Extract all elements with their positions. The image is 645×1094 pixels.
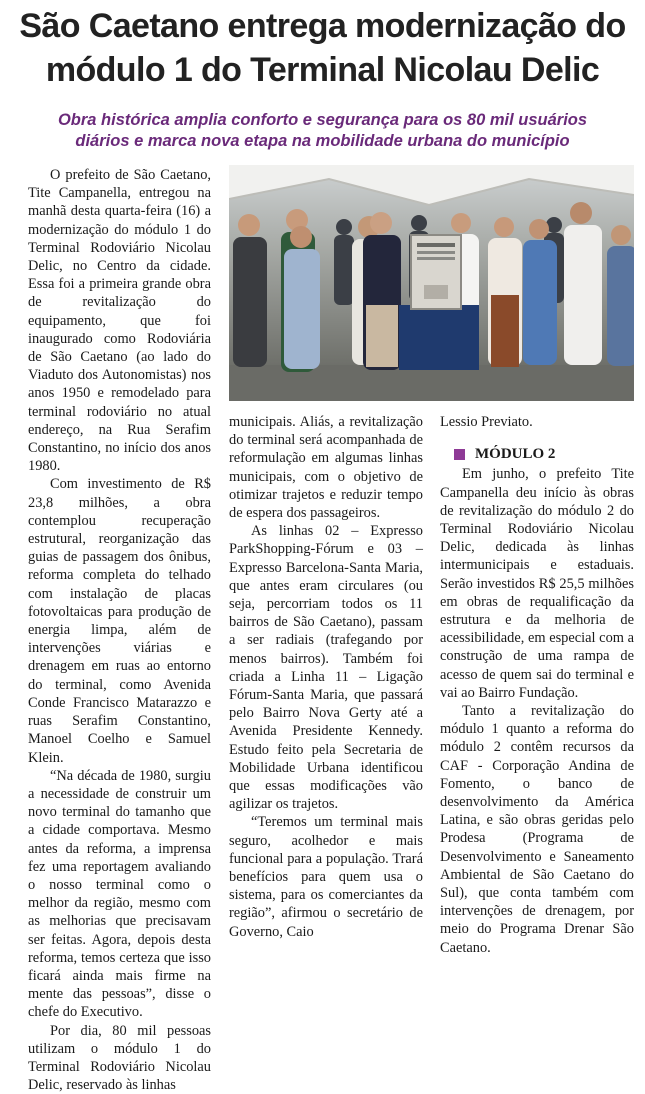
paragraph: “Teremos um terminal mais seguro, acolhedor e mais funcional para a população. Trará benefícios para quem usa o sistema, para os comerciantes da região”, afirmou o secretário de Governo, Caio	[229, 814, 423, 940]
paragraph: Lessio Previato.	[440, 414, 533, 430]
subheadline: Obra histórica amplia conforto e segurança para os 80 mil usuários diários e marca nova etapa na mobilidade urbana do município	[57, 111, 588, 150]
paragraph: municipais. Aliás, a revitalização do terminal será acompanhada de reformulação em algumas linhas municipais, com o objetivo de otimizar trajetos e reduzir tempo de espera dos passageiros.	[229, 414, 423, 522]
paragraph: Tanto a revitalização do módulo 1 quanto a reforma do módulo 2 contêm recursos da CAF - Corporação Andina de Fomento, o banco de desenvolvimento da América Latina, e são obras geridas pelo Prodesa (Programa de Desenvolvimento e Saneamento Ambiental de São Caetano do Sul), que conta também com intervenções de drenagem, por meio do Programa Drenar São Caetano.	[440, 703, 634, 956]
section-heading	[454, 445, 634, 463]
column-1	[28, 166, 211, 1094]
column-2	[229, 413, 423, 941]
column-3	[440, 413, 634, 957]
event-photo-icon	[229, 165, 634, 401]
section-marker-icon	[454, 449, 465, 460]
paragraph: Com investimento de R$ 23,8 milhões, a obra contemplou recuperação estrutural, reorganização das guias de passagem dos ônibus, reforma completa do telhado com instalação de placas fotovoltaicas para produção de energia limpa, além de intervenções viárias e drenagem em ruas ao entorno do terminal, como Avenida Conde Francisco Matarazzo e ruas Serafim Constantino, Manoel Coelho e Samuel Klein.	[28, 476, 211, 766]
paragraph: “Na década de 1980, surgiu a necessidade de construir um novo terminal do tamanho que a cidade comportava. Mesmo antes da reforma, a imprensa fez uma reportagem avaliando o nosso terminal como o melhor da região, mesmo com as melhorias que precisavam ser feitas. Agora, depois desta reforma, temos certeza que isso ficará ainda mais firme na mente das pessoas”, disse o chefe do Executivo.	[28, 767, 211, 1021]
article-photo	[229, 165, 634, 401]
section-title: MÓDULO 2	[475, 446, 556, 463]
paragraph: Em junho, o prefeito Tite Campanella deu início às obras de revitalização do módulo 2 do Terminal Rodoviário Nicolau Delic, dedicada às linhas intermunicipais e estaduais. Serão investidos R$ 25,5 milhões em obras de requalificação da estrutura e da melhoria de acessibilidade, em especial com a construção de uma rampa de acesso de quem sai do terminal e vai ao Bairro Fundação.	[440, 466, 634, 701]
paragraph: Por dia, 80 mil pessoas utilizam o módulo 1 do Terminal Rodoviário Nicolau Delic, reservado às linhas	[28, 1022, 211, 1094]
paragraph: O prefeito de São Caetano, Tite Campanella, entregou na manhã desta quarta-feira (16) a modernização do módulo 1 do Terminal Rodoviário Nicolau Delic, no Centro da cidade. Essa foi a primeira grande obra de revitalização do equipamento, que foi inaugurado como Rodoviária de São Caetano (ao lado do Viaduto dos Autonomistas) nos anos 1950 e remodelado para terminal rodoviário no atual endereço, na Rua Serafim Constantino, no início dos anos 1980.	[28, 167, 211, 475]
paragraph: As linhas 02 – Expresso ParkShopping-Fórum e 03 – Expresso Barcelona-Santa Maria, que antes eram circulares (ou seja, percorriam todos os 11 bairros de São Caetano), passam a ser radiais (trafegando por menos bairros). Também foi criada a Linha 11 – Ligação Fórum-Santa Maria, que passará pelo Bairro Nova Gerty até a Avenida Presidente Kennedy. Estudo feito pela Secretaria de Mobilidade Urbana identificou que essas modificações vão agilizar os trajetos.	[229, 523, 423, 813]
headline: São Caetano entrega modernização do módulo 1 do Terminal Nicolau Delic	[19, 7, 626, 89]
